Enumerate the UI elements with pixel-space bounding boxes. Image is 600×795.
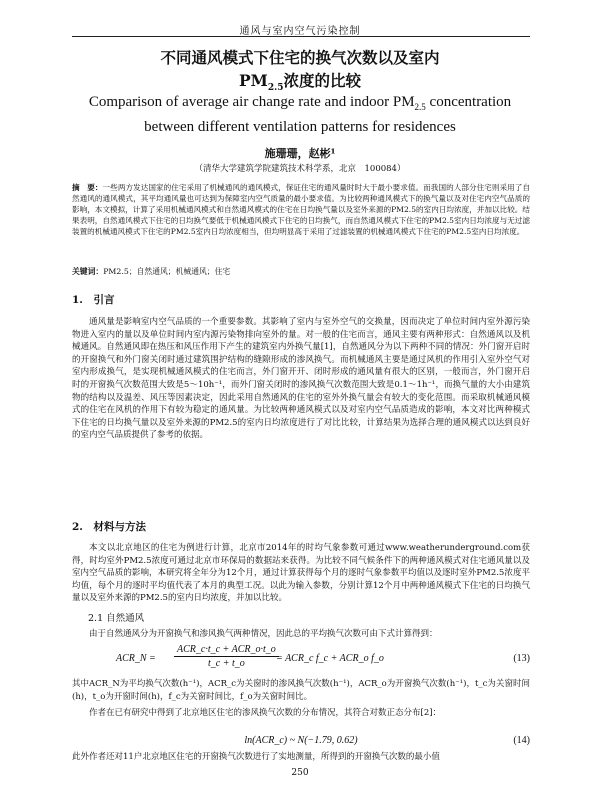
keywords-label: 关键词： — [72, 267, 104, 276]
affiliation: （清华大学建筑学院建筑技术科学系，北京 100084） — [194, 164, 406, 174]
eq13-explanation: 其中ACR_N为平均换气次数(h⁻¹)，ACR_c为关窗时的渗风换气次数(h⁻¹)，ACR_o为开窗换气次数(h⁻¹)，t_c为关窗时间(h)，t_o为开窗时间(h)，f_c为关窗时间比，f_o为关窗时间比。 — [72, 679, 530, 702]
title-cn-rest: 浓度的比较 — [283, 71, 361, 90]
title-cn-line1: 不同通风模式下住宅的换气次数以及室内 — [160, 48, 440, 67]
abstract — [72, 182, 530, 237]
abstract-text: 一些两方发达国家的住宅采用了机械通风的通风模式，保证住宅的通风量时时大于最小要求值。而我国的人部分住宅则采用了自然通风的通风模式，其平均通风量也可达到为保障室内空气质量的最小要求值。为比较两种通风模式下的换气量以及对住宅内空气品质的影响，本文模拟，计算了采用机械通风模式和自然通风模式的住宅在日均换气量以及室外来源的PM2.5的室内日均浓度，并加以比较。结果表明，自然通风模式下住宅的日均换气要低于机械通风模式下住宅的日均换气，而自然通风模式下住宅的PM2.5室内日均浓度与无过滤装置的机械通风模式下住宅的PM2.5室内日均浓度相当，但均明显高于采用了过滤装置的机械通风模式下住宅的PM2.5室内日均浓度。 — [72, 183, 531, 236]
section2-heading: 2. 材料与方法 — [72, 521, 146, 533]
section1-heading: 1. 引言 — [72, 294, 115, 306]
title-cn-pm-sub: 2.5 — [267, 83, 284, 94]
page-number: 250 — [291, 768, 309, 778]
title-english — [0, 92, 600, 137]
keywords-text: PM2.5；自然通风；机械通风；住宅 — [103, 267, 231, 276]
last-paragraph: 此外作者还对11户北京地区住宅的开窗换气次数进行了实地测量，所得到的开窗换气次数的最小值 — [72, 752, 440, 762]
eq13-numerator: ACR_c·t_c + ACR_o·t_o — [174, 644, 279, 657]
eq14-number: (14) — [513, 735, 530, 746]
equation-13 — [116, 644, 530, 674]
title-en-l1-pre: Comparison of average air change rate and indoor PM — [88, 94, 415, 110]
section21-heading: 2.1 自然通风 — [88, 613, 145, 624]
distribution-paragraph: 作者在已有研究中得到了北京地区住宅的渗风换气次数的分布情况，其符合对数正态分布[2]： — [89, 708, 442, 718]
title-cn-pm: PM — [238, 71, 268, 90]
eq14-expression: ln(ACR_c) ~ N(−1.79, 0.62) — [244, 735, 358, 746]
section21-paragraph: 由于自然通风分为开窗换气和渗风换气两种情况，因此总的平均换气次数可由下式计算得到： — [89, 629, 438, 639]
keywords — [72, 266, 530, 277]
eq13-fraction — [174, 644, 279, 669]
authors: 施珊珊，赵彬¹ — [264, 147, 336, 160]
eq13-denominator: t_c + t_o — [208, 658, 245, 669]
title-en-line1 — [0, 92, 600, 117]
eq13-lhs: ACR_N = — [116, 653, 156, 664]
section1-paragraph: 通风量是影响室内空气品质的一个重要参数。其影响了室内与室外空气的交换量，因而决定了单位时间内室外源污染物进入室内的量以及单位时间内室内源污染物排向室外的量。对一般的住宅而言，通风主要有两种形式：自然通风以及机械通风。自然通风即在热压和风压作用下产生的建筑室内外换气量[1]，自然通风分为以下两种不同的情况：外门窗开启时的开窗换气和外门窗关闭时通过建筑围护结构的缝隙形成的渗风换气。而机械通风主要是通过风机的作用引入室外空气对室内形成换气，是实现机械通风模式的住宅而言，外门窗开开、闭时形成的通风量有很大的区别，一般而言，外门窗开启时的开窗换气次数范围大致是5～10h⁻¹，而外门窗关闭时的渗风换气次数范围大致是0.1～1h⁻¹，而换气量的大小由建筑物的结构以及温差、风压等因素决定，因此采用自然通风的住宅的室外外换气量会有较大的变化范围。而采取机械通风模式的住宅在风机的作用下有较为稳定的通风量。为比较两种通风模式以及对室内空气品质造成的影响，本文对比两种模式下住宅的日均换气量以及室外来源的PM2.5的室内日均浓度进行了对比比较，计算结果为选择合理的通风模式以达到良好的室内空气品质提供了参考的依据。 — [72, 317, 530, 441]
eq13-number: (13) — [513, 653, 530, 664]
title-en-l1-sub: 2.5 — [414, 102, 426, 112]
title-en-line2: between different ventilation patterns for residences — [144, 119, 456, 135]
running-head: 通风与室内空气污染控制 — [239, 26, 361, 37]
header-rule — [72, 36, 530, 37]
title-en-l1-post: concentration — [425, 94, 512, 110]
equation-14 — [72, 735, 530, 751]
abstract-label: 摘 要： — [72, 183, 103, 192]
section2-paragraph: 本文以北京地区的住宅为例进行计算，北京市2014年的时均气象参数可通过www.weatherunderground.com获得，时均室外PM2.5浓度可通过北京市环保局的数据站来获得。为比较不同气候条件下的两种通风模式对住宅通风量以及室内空气品质的影响，本研究将全年分为12个月，通过计算获得每个月的逐时气象参数平均值以及逐时室外PM2.5浓度平均值，每个月的逐时平均值代表了本月的典型工况。以此为输入参数，分别计算12个月中两种通风模式下住宅的日均换气量以及室外来源的PM2.5的室内日均浓度，并加以比较。 — [72, 543, 530, 604]
eq13-rhs: = ACR_c f_c + ACR_o f_o — [276, 653, 384, 664]
